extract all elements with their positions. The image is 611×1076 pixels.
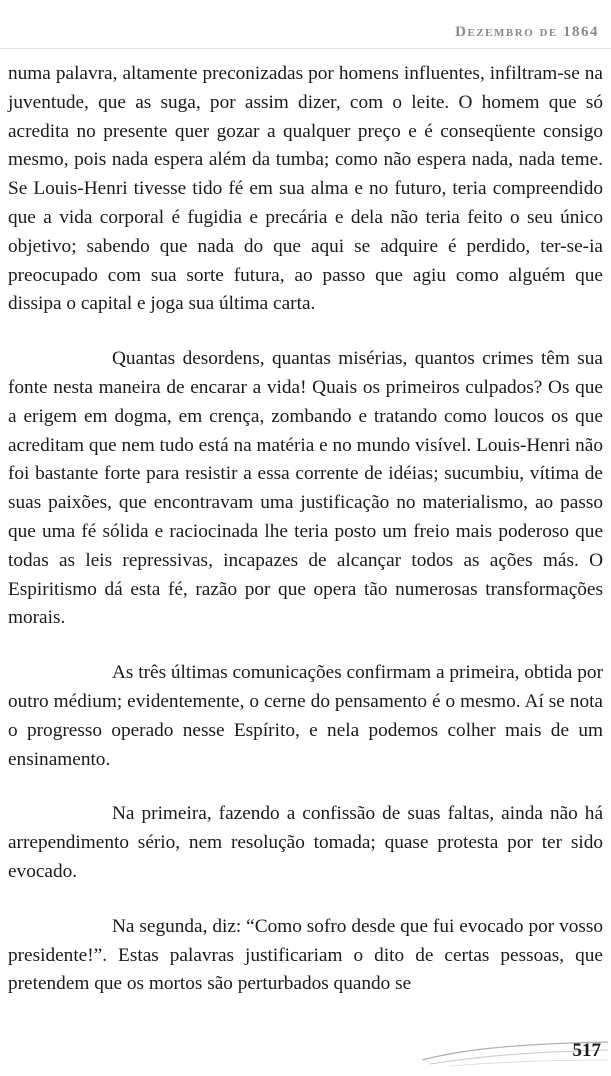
paragraph-3: As três últimas comunicações confirmam a primeira, obtida por outro médium; evidentemente, o cerne do pensamento é o mesmo. Aí se nota o progresso operado nesse Espírito, e nela podemos colher mais de um ensinamento. bbox=[8, 662, 603, 770]
header-divider bbox=[0, 48, 611, 49]
page-body bbox=[8, 60, 603, 999]
paragraph-2: Quantas desordens, quantas misérias, quantos crimes têm sua fonte nesta maneira de encarar a vida! Quais os primeiros culpados? Os que a erigem em dogma, em crença, zombando e tratando como loucos os que acreditam que nem tudo está na matéria e no mundo visível. Louis-Henri não foi bastante forte para resistir a essa corrente de idéias; sucumbiu, vítima de suas paixões, que encontravam uma justificação no materialismo, ao passo que uma fé sólida e raciocinada lhe teria posto um freio mais poderoso que todas as leis repressivas, incapazes de alcançar todos as ações más. O Espiritismo dá esta fé, razão por que opera tão numerosas transformações morais. bbox=[8, 348, 603, 629]
paragraph-5: Na segunda, diz: “Como sofro desde que fui evocado por vosso presidente!”. Estas palavras justificariam o dito de certas pessoas, que pretendem que os mortos são perturbados quando se bbox=[8, 915, 603, 995]
paragraph-1: numa palavra, altamente preconizadas por homens influentes, infiltram-se na juventude, que as suga, por assim dizer, com o leite. O homem que só acredita no presente quer gozar a qualquer preço e é conseqüente consigo mesmo, pois nada espera além da tumba; como não espera nada, nada teme. Se Louis-Henri tivesse tido fé em sua alma e no futuro, teria compreendido que a vida corporal é fugidia e precária e dela não teria feito o seu único objetivo; sabendo que nada do que aqui se adquire é perdido, ter-se-ia preocupado com sua sorte futura, ao passo que agiu como alguém que dissipa o capital e joga sua última carta. bbox=[8, 63, 603, 315]
paragraph-4: Na primeira, fazendo a confissão de suas faltas, ainda não há arrependimento sério, nem resolução tomada; quase protesta por ter sido evocado. bbox=[8, 803, 603, 882]
running-header: Dezembro de 1864 bbox=[455, 24, 599, 40]
page-number: 517 bbox=[572, 1040, 601, 1061]
